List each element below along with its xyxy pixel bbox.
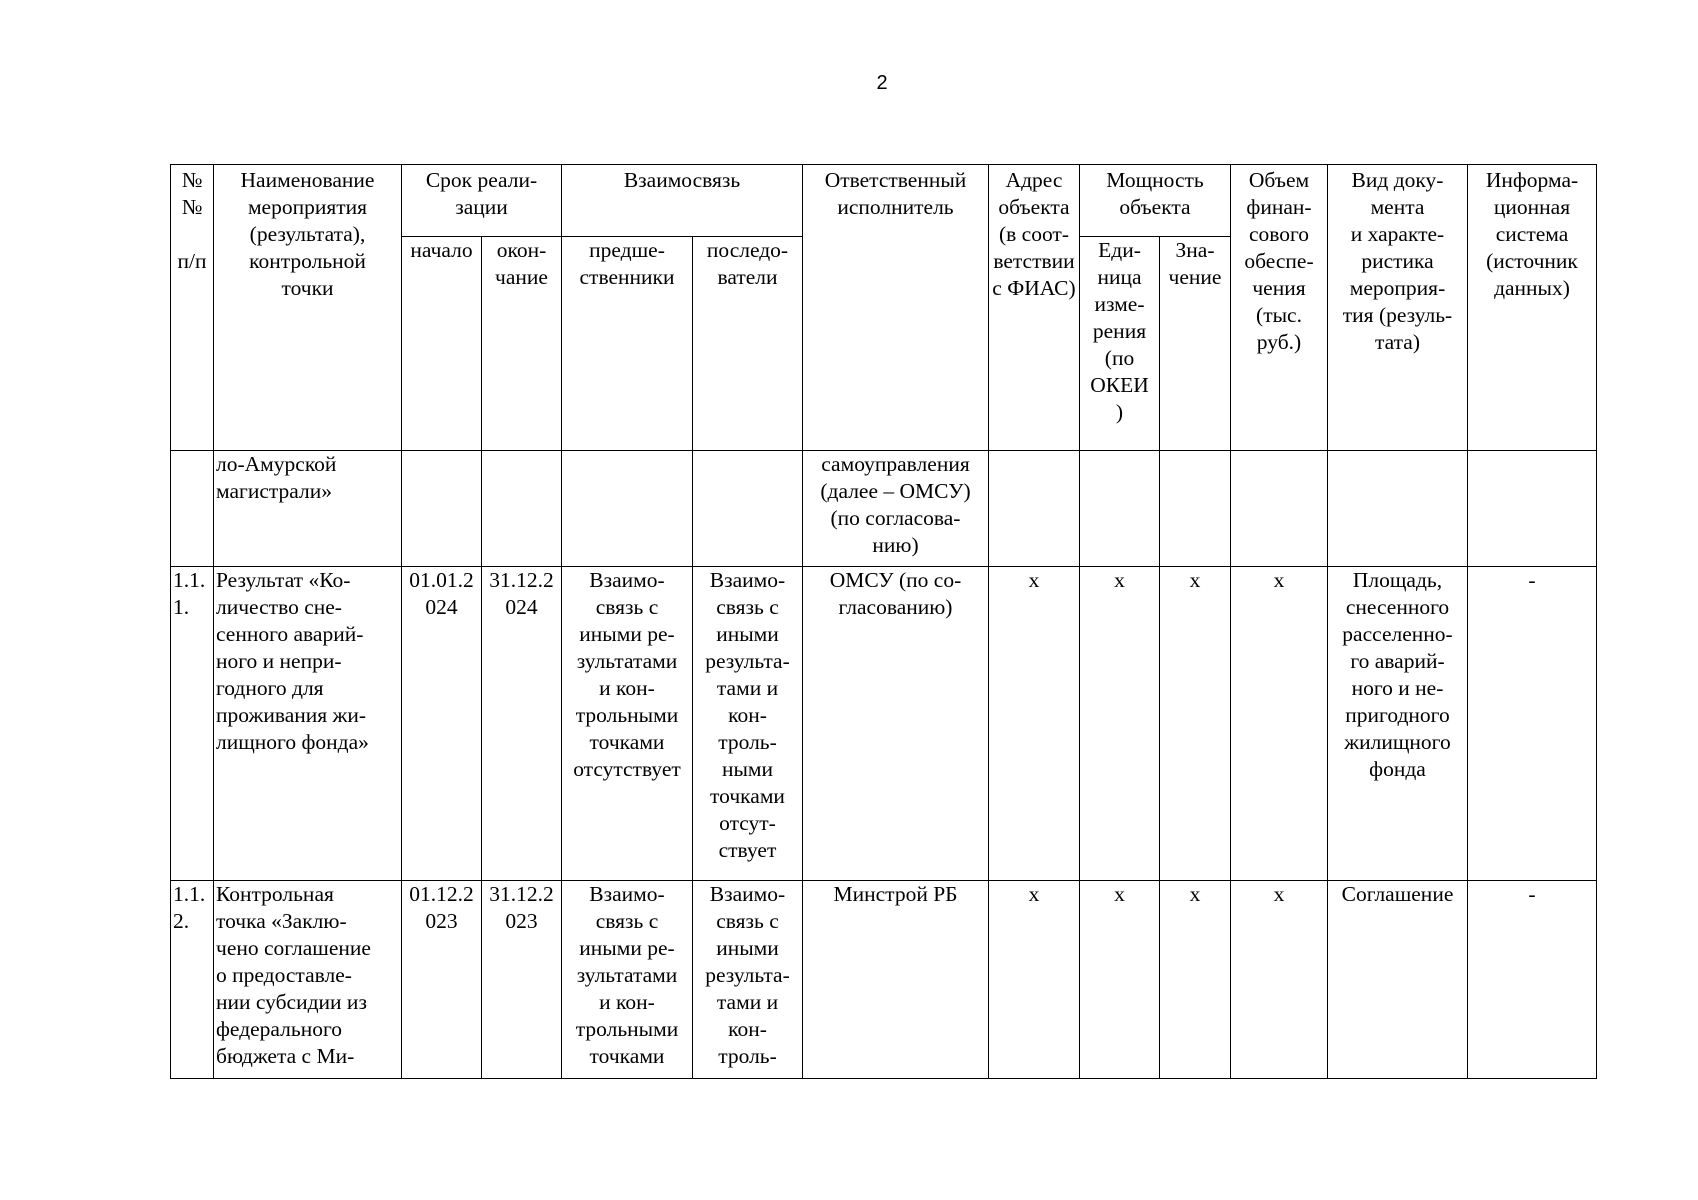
table-row	[171, 881, 1597, 1079]
cell-name: Контрольная точка «Заклю- чено соглашение о предоставле- нии субсидии из федерального бюджета с Ми-	[214, 881, 402, 1079]
cell-number	[171, 451, 214, 567]
cell-address: х	[989, 881, 1080, 1079]
header-start: начало	[402, 237, 482, 451]
header-name: Наименование мероприятия (результата), контрольной точки	[214, 165, 402, 451]
header-finance: Объем финан- сового обеспе- чения (тыс. руб.)	[1231, 165, 1328, 451]
cell-unit: х	[1080, 881, 1160, 1079]
cell-address: х	[989, 567, 1080, 881]
cell-value: х	[1160, 567, 1231, 881]
cell-end: 31.12.2 023	[482, 881, 562, 1079]
cell-unit: х	[1080, 567, 1160, 881]
header-link: Взаимосвязь	[562, 165, 803, 237]
header-successors: последо- ватели	[693, 237, 803, 451]
cell-document: Соглашение	[1328, 881, 1468, 1079]
header-responsible: Ответственный исполнитель	[803, 165, 989, 451]
cell-responsible: ОМСУ (по со- гласованию)	[803, 567, 989, 881]
cell-finance: х	[1231, 881, 1328, 1079]
cell-start: 01.12.2 023	[402, 881, 482, 1079]
header-predecessors: предше- ственники	[562, 237, 693, 451]
cell-start	[402, 451, 482, 567]
table-row	[171, 567, 1597, 881]
cell-info-system	[1468, 451, 1597, 567]
header-value: Зна- чение	[1160, 237, 1231, 451]
cell-number: 1.1. 2.	[171, 881, 214, 1079]
cell-value: х	[1160, 881, 1231, 1079]
cell-end	[482, 451, 562, 567]
cell-document	[1328, 451, 1468, 567]
page-number: 2	[876, 72, 888, 94]
header-term: Срок реали- зации	[402, 165, 562, 237]
cell-address	[989, 451, 1080, 567]
cell-info-system: -	[1468, 567, 1597, 881]
header-end: окон- чание	[482, 237, 562, 451]
cell-document: Площадь, снесенного расселенно- го аварий- ного и не- пригодного жилищного фонда	[1328, 567, 1468, 881]
header-address: Адрес объекта (в соот- ветствии с ФИАС)	[989, 165, 1080, 451]
cell-start: 01.01.2 024	[402, 567, 482, 881]
cell-finance: х	[1231, 567, 1328, 881]
cell-finance	[1231, 451, 1328, 567]
cell-name: ло-Амурской магистрали»	[214, 451, 402, 567]
cell-end: 31.12.2 024	[482, 567, 562, 881]
cell-predecessors: Взаимо- связь с иными ре- зультатами и кон- трольными точками	[562, 881, 693, 1079]
cell-responsible: самоуправления (далее – ОМСУ) (по согласова- нию)	[803, 451, 989, 567]
header-document: Вид доку- мента и характе- ристика мероприя- тия (резуль- тата)	[1328, 165, 1468, 451]
header-row-1	[171, 165, 1597, 237]
cell-info-system: -	[1468, 881, 1597, 1079]
table-row	[171, 451, 1597, 567]
header-unit: Еди- ница изме- рения (по ОКЕИ )	[1080, 237, 1160, 451]
cell-predecessors	[562, 451, 693, 567]
cell-number: 1.1. 1.	[171, 567, 214, 881]
cell-unit	[1080, 451, 1160, 567]
cell-value	[1160, 451, 1231, 567]
header-capacity: Мощность объекта	[1080, 165, 1231, 237]
header-info-system: Информа- ционная система (источник данных)	[1468, 165, 1597, 451]
cell-name: Результат «Ко- личество сне- сенного аварий- ного и непри- годного для проживания жи- лищного фонда»	[214, 567, 402, 881]
measures-table	[170, 164, 1597, 1079]
cell-responsible: Минстрой РБ	[803, 881, 989, 1079]
header-number: № № п/п	[171, 165, 214, 451]
cell-successors: Взаимо- связь с иными результа- тами и кон- троль- ными точками отсут- ствует	[693, 567, 803, 881]
cell-predecessors: Взаимо- связь с иными ре- зультатами и кон- трольными точками отсутствует	[562, 567, 693, 881]
cell-successors	[693, 451, 803, 567]
cell-successors: Взаимо- связь с иными результа- тами и кон- троль-	[693, 881, 803, 1079]
